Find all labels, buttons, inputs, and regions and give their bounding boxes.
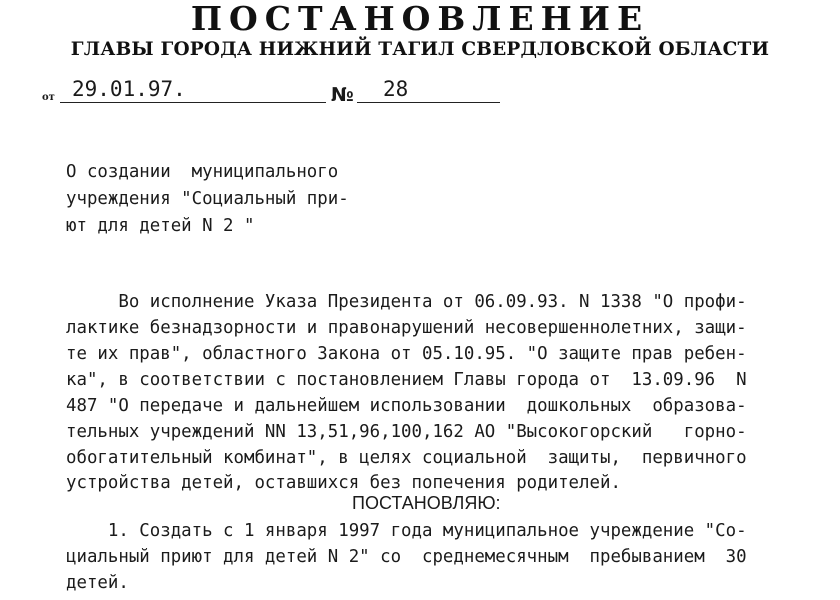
body-line: 487 "О передаче и дальнейшем использовании дошкольных образова- bbox=[66, 396, 747, 416]
body-line: ка", в соответствии с постановлением Главы города от 13.09.96 N bbox=[66, 370, 747, 390]
item-line: циальный приют для детей N 2" со среднемесячным пребыванием 30 bbox=[66, 547, 747, 567]
body-line: те их прав", областного Закона от 05.10.95. "О защите прав ребен- bbox=[66, 344, 747, 364]
document-subtitle: ГЛАВЫ ГОРОДА НИЖНИЙ ТАГИЛ СВЕРДЛОВСКОЙ ОБЛАСТИ bbox=[70, 39, 770, 60]
subject-line: учреждения "Социальный при- bbox=[66, 189, 349, 209]
body-line: обогатительный комбинат", в целях социальной защиты, первичного bbox=[66, 448, 747, 468]
subject-line: ют для детей N 2 " bbox=[66, 216, 255, 236]
body-line: лактике безнадзорности и правонарушений несовершеннолетних, защи- bbox=[66, 318, 747, 338]
item-line: детей. bbox=[66, 573, 129, 593]
document-number: 28 bbox=[383, 77, 409, 101]
item-line: 1. Создать с 1 января 1997 года муниципальное учреждение "Со- bbox=[66, 521, 747, 541]
number-underline bbox=[357, 102, 500, 103]
body-line: тельных учреждений NN 13,51,96,100,162 АО "Высокогорский горно- bbox=[66, 422, 747, 442]
document-date: 29.01.97. bbox=[72, 77, 186, 101]
resolve-heading: ПОСТАНОВЛЯЮ: bbox=[352, 493, 501, 513]
subject-line: О создании муниципального bbox=[66, 162, 339, 182]
date-label: от bbox=[42, 92, 55, 103]
date-underline bbox=[60, 102, 326, 103]
document-title: ПОСТАНОВЛЕНИЕ bbox=[190, 0, 650, 38]
body-line: устройства детей, оставшихся без попечения родителей. bbox=[66, 473, 621, 493]
number-label: № bbox=[331, 84, 354, 106]
body-line: Во исполнение Указа Президента от 06.09.93. N 1338 "О профи- bbox=[66, 292, 747, 312]
